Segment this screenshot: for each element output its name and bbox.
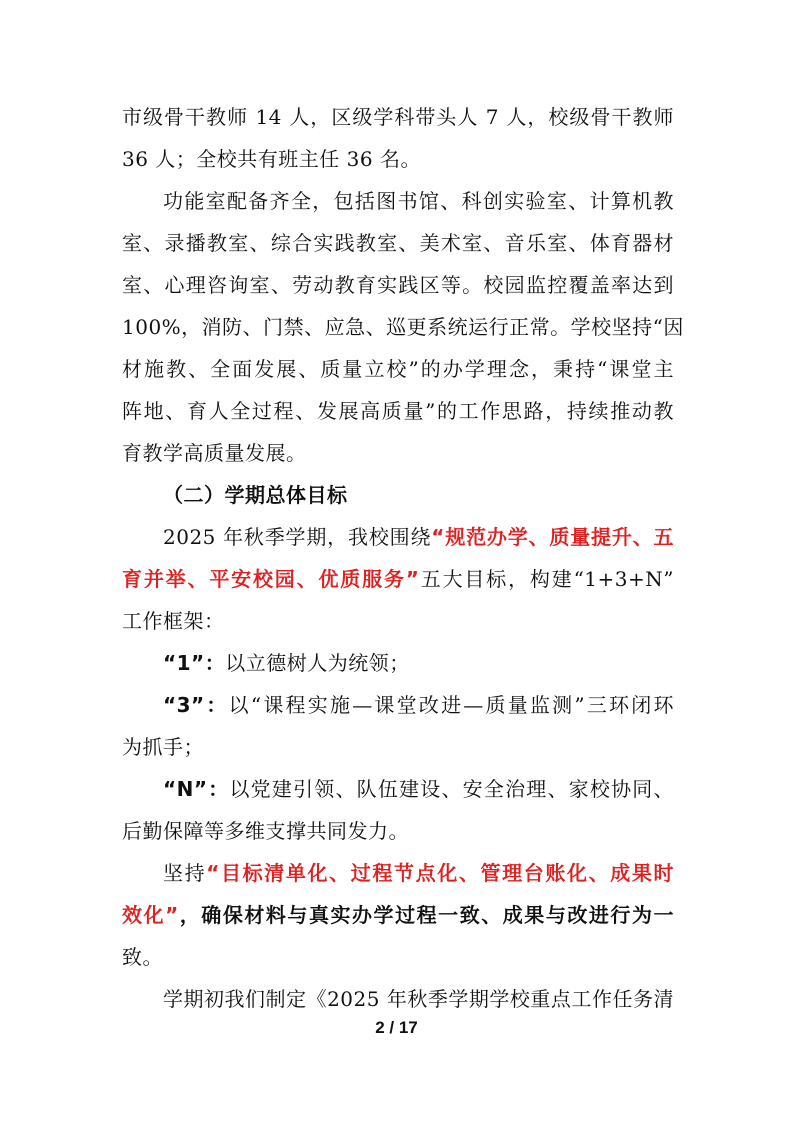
highlight-text: 育并举、平安校园、优质服务”: [122, 567, 420, 591]
paragraph-line: 育教学高质量发展。: [122, 441, 307, 465]
text-run: 2025 年秋季学期，我校围绕: [163, 525, 432, 549]
bold-label: “N”：: [163, 777, 230, 801]
highlight-text: “目标清单化、过程节点化、管理台账化、成果时: [206, 861, 674, 885]
text-run: 坚持: [163, 861, 207, 885]
paragraph-line: [163, 523, 674, 551]
highlight-text: “规范办学、质量提升、五: [431, 525, 674, 549]
paragraph-line: 阵地、育人全过程、发展高质量”的工作思路，持续推动教: [122, 399, 674, 423]
paragraph-line: 致。: [122, 945, 163, 969]
paragraph-line: [163, 691, 674, 719]
text-run: ，确保材料与真实办学过程一致、成果与改进行为一: [178, 903, 674, 927]
paragraph-line: 为抓手；: [122, 735, 204, 759]
paragraph-line: 后勤保障等多维支撑共同发力。: [122, 819, 409, 843]
bold-label: “1”：: [163, 651, 226, 675]
paragraph-line: 工作框架：: [122, 609, 225, 633]
text-run: 以立德树人为统领；: [225, 651, 410, 675]
paragraph-line: 100%，消防、门禁、应急、巡更系统运行正常。学校坚持“因: [122, 315, 684, 339]
text-run: 以党建引领、队伍建设、安全治理、家校协同、: [229, 777, 674, 801]
section-heading: （二）学期总体目标: [163, 483, 348, 507]
paragraph-line: [163, 859, 674, 887]
paragraph-line: 功能室配备齐全，包括图书馆、科创实验室、计算机教: [163, 189, 674, 213]
page-number: 2 / 17: [375, 1018, 418, 1037]
paragraph-line: 36 人；全校共有班主任 36 名。: [122, 147, 421, 171]
text-run: 以“课程实施—课堂改进—质量监测”三环闭环: [228, 693, 674, 717]
paragraph-line: 学期初我们制定《2025 年秋季学期学校重点工作任务清: [163, 987, 674, 1011]
paragraph-line: 室、录播教室、综合实践教室、美术室、音乐室、体育器材: [122, 231, 674, 255]
text-run: 五大目标，构建“1+3+N”: [419, 567, 674, 591]
bold-label: “3”：: [163, 693, 229, 717]
paragraph-line: 室、心理咨询室、劳动教育实践区等。校园监控覆盖率达到: [122, 273, 674, 297]
paragraph-line: [163, 775, 674, 803]
paragraph-line: 材施教、全面发展、质量立校”的办学理念，秉持“课堂主: [122, 357, 674, 381]
paragraph-line: 市级骨干教师 14 人，区级学科带头人 7 人，校级骨干教师: [122, 105, 674, 129]
paragraph-line: [122, 901, 674, 929]
paragraph-line: [163, 649, 674, 677]
highlight-text: 效化”: [122, 903, 179, 927]
paragraph-line: [122, 565, 674, 593]
